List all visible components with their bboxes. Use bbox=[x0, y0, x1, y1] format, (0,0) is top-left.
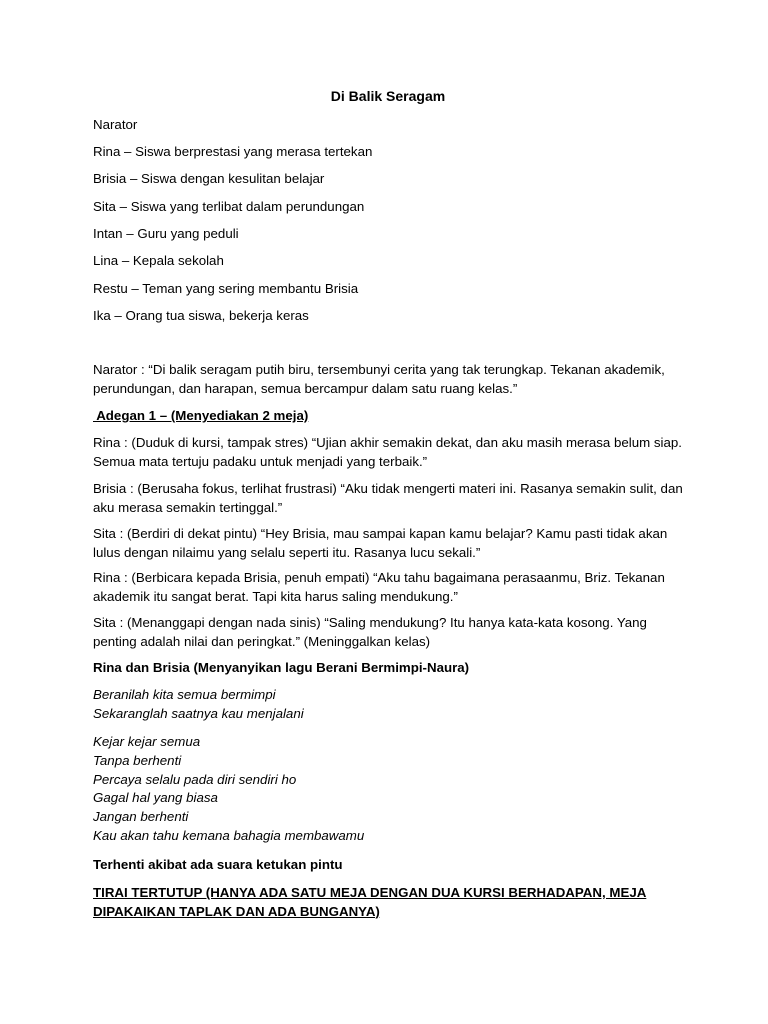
narrator-intro: Narator : “Di balik seragam putih biru, tersembunyi cerita yang tak terungkap. Tekanan akademik, perundungan, dan harapan, semua bercampur dalam satu ruang kelas.” bbox=[93, 362, 665, 396]
cast-item-rina: Rina – Siswa berprestasi yang merasa tertekan bbox=[93, 144, 373, 159]
song-line: Sekaranglah saatnya kau menjalani bbox=[93, 706, 304, 721]
song-line: Gagal hal yang biasa bbox=[93, 790, 218, 805]
dialogue-line: Sita : (Berdiri di dekat pintu) “Hey Brisia, mau sampai kapan kamu belajar? Kamu pasti tidak akan lulus dengan nilaimu yang selalu seperti itu. Rasanya lucu sekali.” bbox=[93, 526, 668, 560]
cast-item-ika: Ika – Orang tua siswa, bekerja keras bbox=[93, 308, 309, 323]
song-heading: Rina dan Brisia (Menyanyikan lagu Berani Bermimpi-Naura) bbox=[93, 660, 470, 675]
song-line: Kejar kejar semua bbox=[93, 734, 201, 749]
cast-item-intan: Intan – Guru yang peduli bbox=[93, 226, 239, 241]
cast-item-lina: Lina – Kepala sekolah bbox=[93, 253, 224, 268]
cast-item-brisia: Brisia – Siswa dengan kesulitan belajar bbox=[93, 171, 325, 186]
document-title: Di Balik Seragam bbox=[330, 88, 446, 104]
dialogue-line: Rina : (Duduk di kursi, tampak stres) “Ujian akhir semakin dekat, dan aku masih merasa belum siap. Semua mata tertuju padaku untuk menjadi yang terbaik.” bbox=[93, 435, 682, 469]
cast-item-narator: Narator bbox=[93, 117, 138, 132]
song-line: Tanpa berhenti bbox=[93, 753, 182, 768]
song-line: Percaya selalu pada diri sendiri ho bbox=[93, 772, 297, 787]
dialogue-line: Rina : (Berbicara kepada Brisia, penuh empati) “Aku tahu bagaimana perasaanmu, Briz. Tekanan akademik itu sangat berat. Tapi kita harus saling mendukung.” bbox=[93, 570, 665, 604]
song-line: Jangan berhenti bbox=[93, 809, 189, 824]
stage-direction: Terhenti akibat ada suara ketukan pintu bbox=[93, 857, 343, 872]
scene-heading: Adegan 1 – (Menyediakan 2 meja) bbox=[93, 408, 309, 423]
curtain-direction: TIRAI TERTUTUP (HANYA ADA SATU MEJA DENGAN DUA KURSI BERHADAPAN, MEJA DIPAKAIKAN TAPLAK DAN ADA BUNGANYA) bbox=[93, 885, 647, 919]
song-line: Kau akan tahu kemana bahagia membawamu bbox=[93, 828, 365, 843]
song-line: Beranilah kita semua bermimpi bbox=[93, 687, 276, 702]
dialogue-line: Sita : (Menanggapi dengan nada sinis) “Saling mendukung? Itu hanya kata-kata kosong. Yang penting adalah nilai dan peringkat.” (Meninggalkan kelas) bbox=[93, 615, 647, 649]
cast-item-sita: Sita – Siswa yang terlibat dalam perundungan bbox=[93, 199, 365, 214]
cast-item-restu: Restu – Teman yang sering membantu Brisia bbox=[93, 281, 359, 296]
dialogue-line: Brisia : (Berusaha fokus, terlihat frustrasi) “Aku tidak mengerti materi ini. Rasanya semakin sulit, dan aku merasa semakin tertinggal.” bbox=[93, 481, 683, 515]
